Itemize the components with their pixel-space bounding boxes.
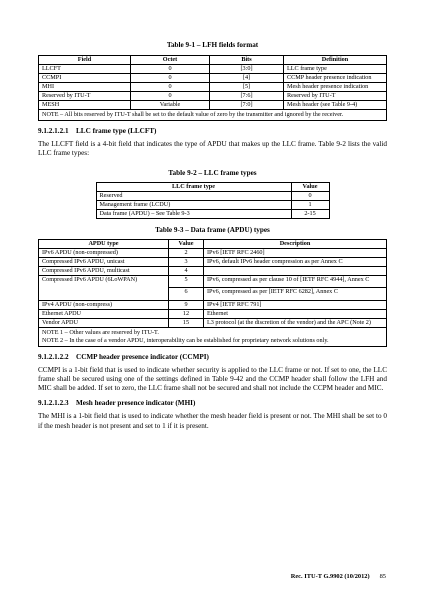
recommendation-id: Rec. ITU-T G.9902 (10/2012) xyxy=(290,573,370,580)
table-cell: 6 xyxy=(169,288,204,301)
table-row xyxy=(39,275,387,288)
table-notes xyxy=(38,328,387,347)
table-cell: Mesh header (see Table 9-4) xyxy=(284,101,387,110)
table-cell: 12 xyxy=(169,309,204,318)
section-title: CCMP header presence indicator (CCMPI) xyxy=(76,352,209,361)
table-row xyxy=(96,191,329,200)
table-note: NOTE – All bits reserved by ITU-T shall be set to the default value of zero by the transmitter and ignored by the receiver. xyxy=(38,110,387,121)
table-9-1 xyxy=(38,55,387,110)
column-header: APDU type xyxy=(39,239,169,248)
table-row xyxy=(39,309,387,318)
table-row xyxy=(39,83,387,92)
table-cell: 15 xyxy=(169,318,204,327)
table-cell: 9 xyxy=(169,300,204,309)
table-cell: Vendor APDU xyxy=(39,318,169,327)
column-header: Field xyxy=(39,56,131,65)
table-cell: 0 xyxy=(131,83,210,92)
table-cell: Compressed IPv6 APDU, multicast xyxy=(39,266,169,275)
table-cell: Compressed IPv6 APDU, unicast xyxy=(39,257,169,266)
table-row xyxy=(96,209,329,218)
section-heading xyxy=(38,399,387,408)
table-cell: IPv6, compressed as per clause 10 of [IETF RFC 4944], Annex C xyxy=(204,275,387,288)
column-header: Octet xyxy=(131,56,210,65)
table-cell: 0 xyxy=(131,65,210,74)
table-9-1-caption: Table 9-1 – LFH fields format xyxy=(166,41,259,49)
table-cell: 4 xyxy=(169,266,204,275)
table-row xyxy=(39,248,387,257)
table-cell: L3 protocol (at the discretion of the vendor) and the APC (Note 2) xyxy=(204,318,387,327)
table-cell: CCMPI xyxy=(39,74,131,83)
table-cell: IPv6, default IPv6 header compression as per Annex C xyxy=(204,257,387,266)
table-cell: CCMP header presence indication xyxy=(284,74,387,83)
table-cell: MESH xyxy=(39,101,131,110)
section-title: Mesh header presence indicator (MHI) xyxy=(76,399,196,408)
table-note-1: NOTE 1 – Other values are reserved by ITU-T. xyxy=(42,328,159,336)
section-number: 9.1.2.1.2.3 xyxy=(38,399,69,408)
table-cell: Reserved xyxy=(96,191,291,200)
table-cell: Ethernet APDU xyxy=(39,309,169,318)
table-cell: 2 xyxy=(169,248,204,257)
column-header: LLC frame type xyxy=(96,182,291,191)
table-cell: Data frame (APDU) – See Table 9-3 xyxy=(96,209,291,218)
table-row xyxy=(39,101,387,110)
paragraph: The LLCFT field is a 4-bit field that indicates the type of APDU that makes up the LLC frame. Table 9-2 lists the valid LLC frame types: xyxy=(38,140,387,158)
table-cell: LLC frame type xyxy=(284,65,387,74)
table-cell: 5 xyxy=(169,275,204,288)
table-note-2: NOTE 2 – In the case of a vendor APDU, interoperability can be established for proprietary network solutions only. xyxy=(42,336,329,344)
table-row xyxy=(39,318,387,327)
table-cell: IPv6 APDU (non-compressed) xyxy=(39,248,169,257)
table-cell: [7:0] xyxy=(210,101,284,110)
section-heading xyxy=(38,127,387,136)
table-cell: Variable xyxy=(131,101,210,110)
table-cell: IPv6 [IETF RFC 2460] xyxy=(204,248,387,257)
table-row xyxy=(39,74,387,83)
table-9-2-caption: Table 9-2 – LLC frame types xyxy=(168,168,257,177)
column-header: Definition xyxy=(284,56,387,65)
table-cell: 0 xyxy=(131,74,210,83)
table-cell: [7:6] xyxy=(210,92,284,101)
table-cell: 0 xyxy=(291,191,329,200)
table-cell: LLCFT xyxy=(39,65,131,74)
table-cell: Reserved by ITU-T xyxy=(284,92,387,101)
table-9-3-caption: Table 9-3 – Data frame (APDU) types xyxy=(155,225,270,234)
table-cell: Ethernet xyxy=(204,309,387,318)
table-cell: 1 xyxy=(291,200,329,209)
table-row xyxy=(39,266,387,275)
table-row xyxy=(39,92,387,101)
column-header: Description xyxy=(204,239,387,248)
table-cell: IPv6, compressed as per [IETF RFC 6282], Annex C xyxy=(204,288,387,301)
column-header: Value xyxy=(169,239,204,248)
paragraph: The MHI is a 1-bit field that is used to indicate whether the mesh header field is present or not. The MHI shall be set to 0 if the mesh header is not present and set to 1 if it is present. xyxy=(38,412,387,430)
table-9-3 xyxy=(38,239,387,328)
table-row xyxy=(96,200,329,209)
table-cell: IPv4 APDU (non-compress) xyxy=(39,300,169,309)
table-cell: [4] xyxy=(210,74,284,83)
table-row xyxy=(39,300,387,309)
table-cell: 0 xyxy=(131,92,210,101)
column-header: Bits xyxy=(210,56,284,65)
table-cell: 3 xyxy=(169,257,204,266)
section-number: 9.1.2.1.2.2 xyxy=(38,352,69,361)
table-cell: [5] xyxy=(210,83,284,92)
column-header: Value xyxy=(291,182,329,191)
table-cell: Compressed IPv6 APDU (6LoWPAN) xyxy=(39,275,169,300)
page-footer xyxy=(291,573,386,580)
table-cell xyxy=(204,266,387,275)
table-cell: [3:0] xyxy=(210,65,284,74)
table-row xyxy=(39,257,387,266)
table-cell: MHI xyxy=(39,83,131,92)
table-cell: Reserved by ITU-T xyxy=(39,92,131,101)
table-cell: Management frame (LCDU) xyxy=(96,200,291,209)
table-cell: Mesh header presence indication xyxy=(284,83,387,92)
section-title: LLC frame type (LLCFT) xyxy=(76,127,157,135)
section-number: 9.1.2.1.2.1 xyxy=(38,127,69,135)
page-number: 85 xyxy=(379,573,386,580)
document-page xyxy=(38,0,387,431)
table-cell: IPv4 [IETF RFC 791] xyxy=(204,300,387,309)
section-heading xyxy=(38,353,387,362)
table-row xyxy=(39,65,387,74)
table-cell: 2-15 xyxy=(291,209,329,218)
paragraph: CCMPI is a 1-bit field that is used to indicate whether security is applied to the LLC frame or not. If set to one, the LLC frame shall be secured using one of the settings defined in Table 9-42 and the CCMP header shall follow the LFH and MIC shall be added. If set to zero, the LLC frame shall not be secured and shall not include the CCPM header and MIC. xyxy=(38,365,387,393)
table-9-2 xyxy=(96,182,330,219)
